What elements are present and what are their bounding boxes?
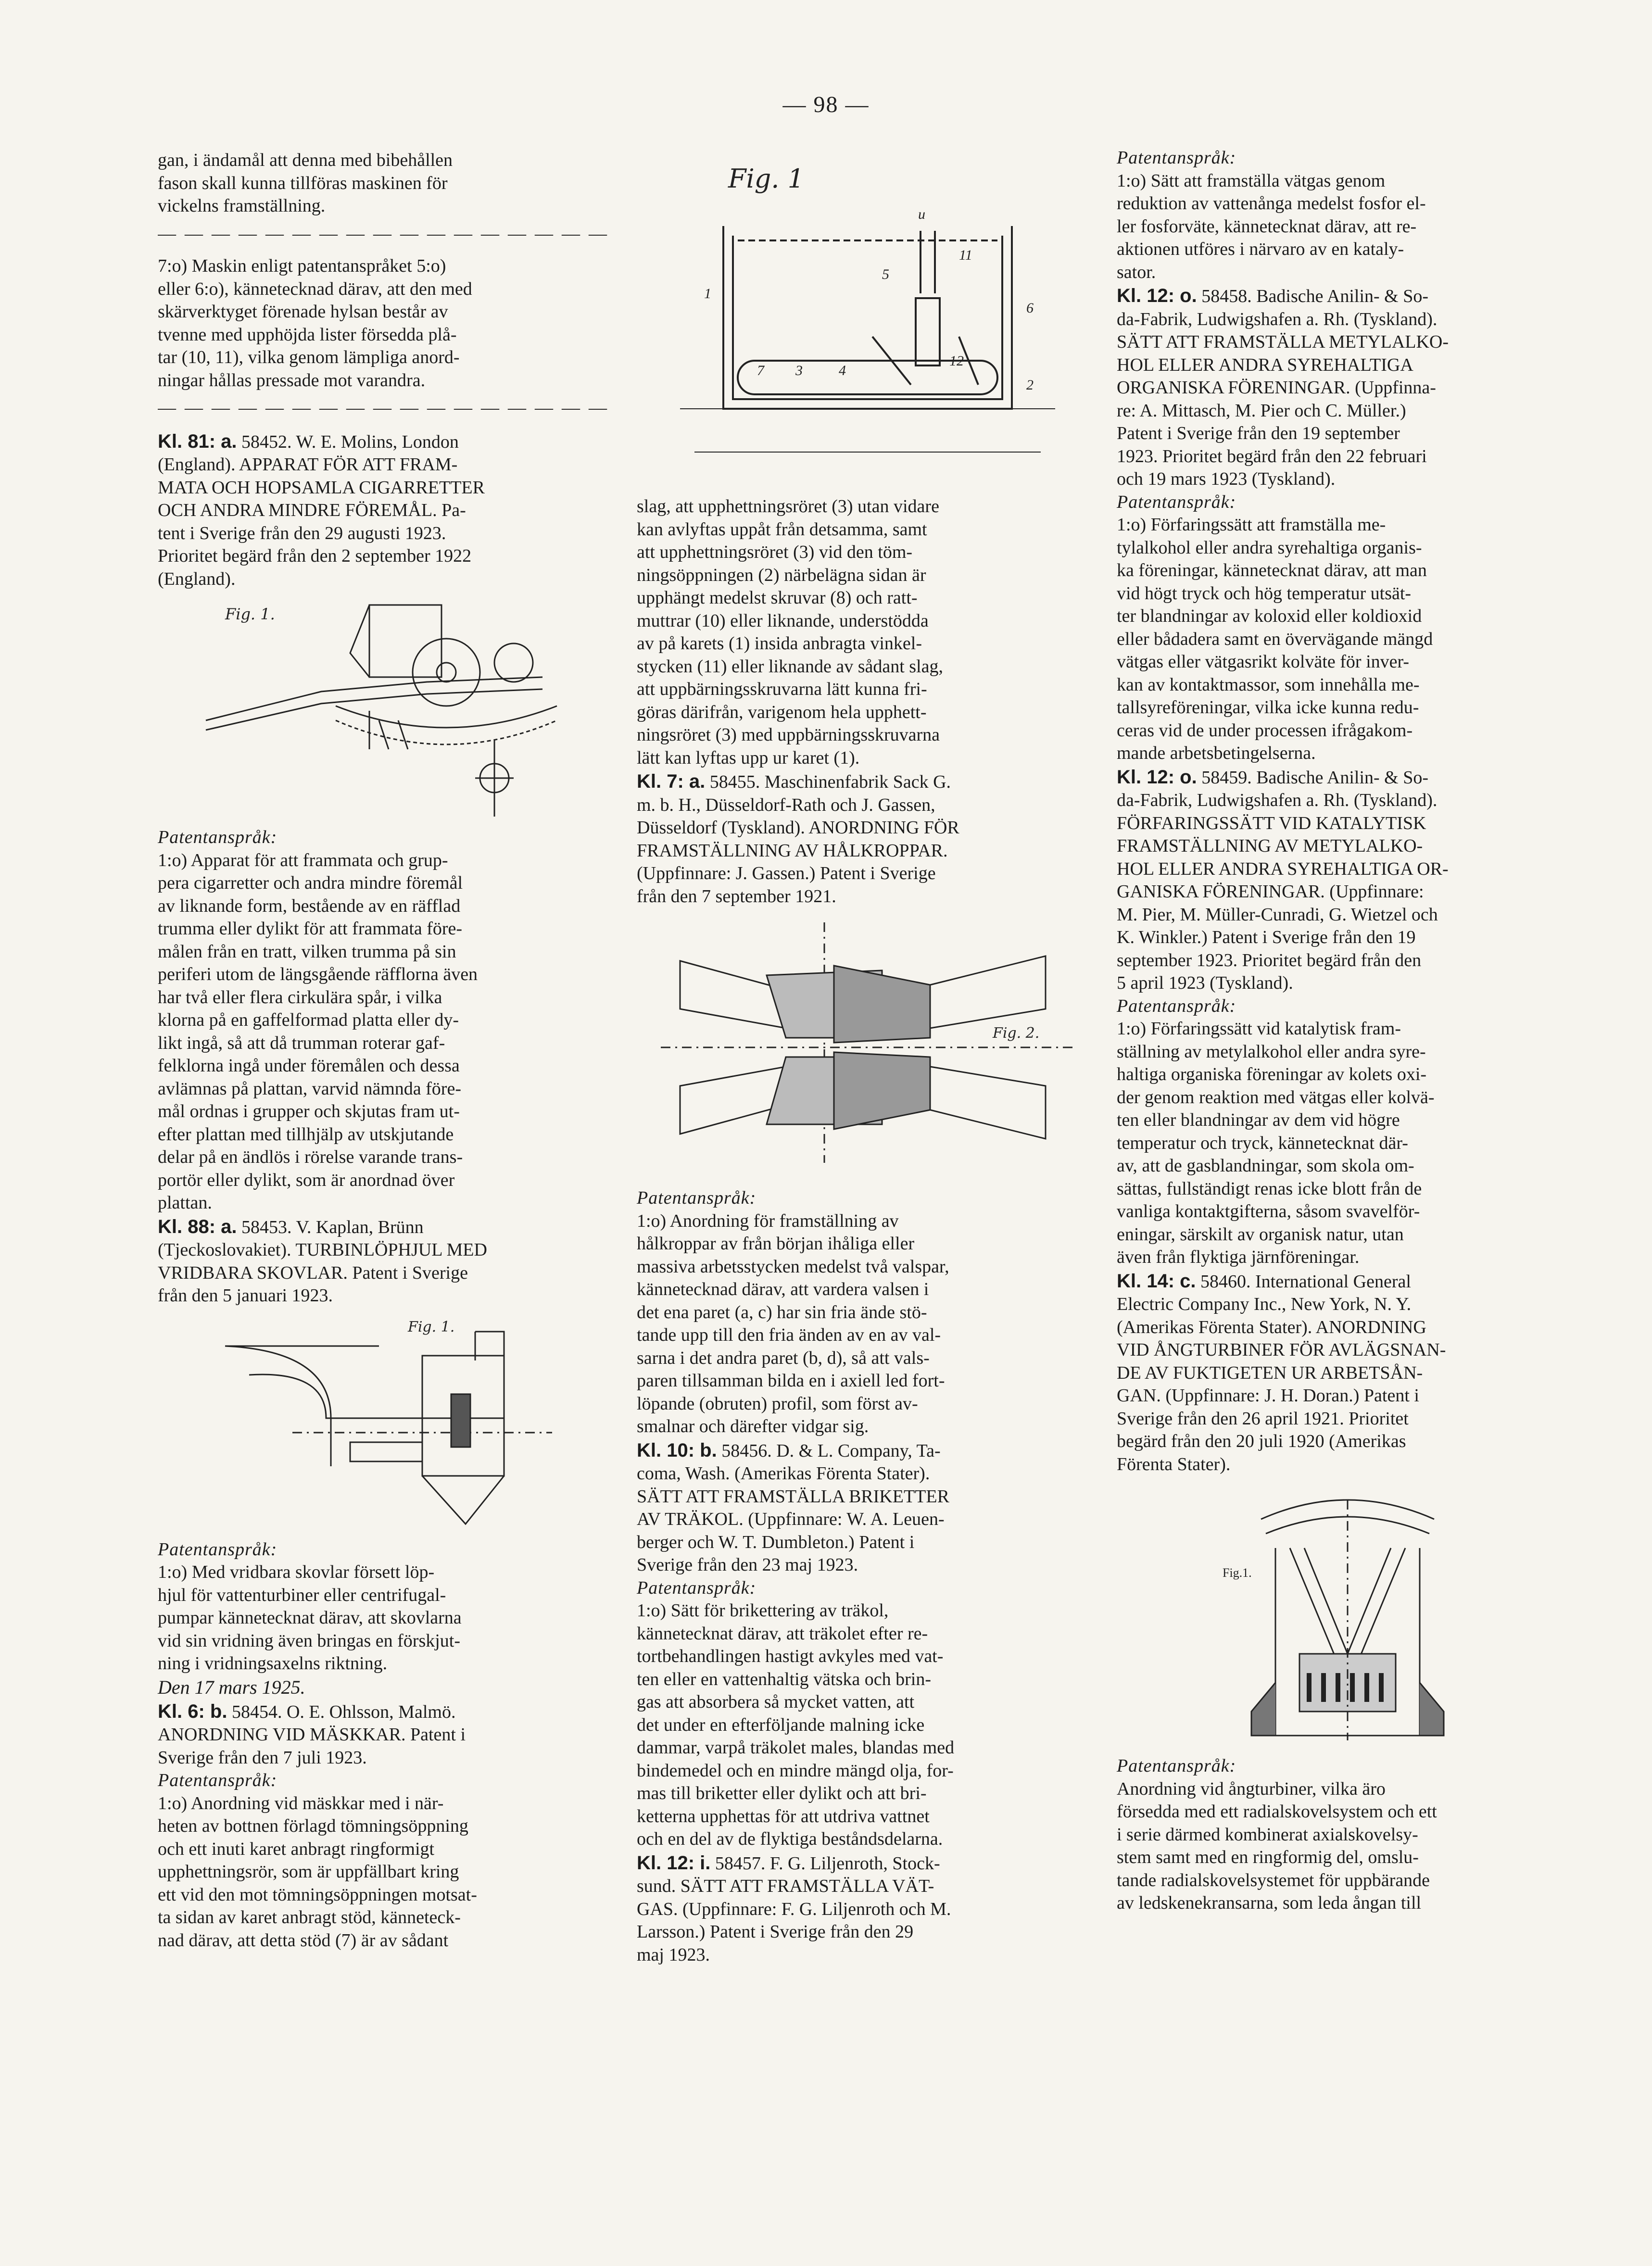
svg-text:7: 7 bbox=[757, 363, 764, 378]
claim-text: 1:o) Sätt att framställa vätgas genom reduktion av vattenånga medelst fosfor el- ler fosforväte, kännetecknat därav, att re- aktionen utföres i närvaro av en kataly- sator. bbox=[1117, 170, 1426, 282]
claim-text: 1:o) Anordning för framställning av hålkroppar av från början ihåliga eller massiva arbetsstycken medelst två valspar, kännetecknad därav, att vardera valsen i det ena paret (a, c) har sin fria ände stö- tande upp till den fria änden av en av val- sarna i det andra paret (b, d), så att vals- paren tillsamman bilda en i axiell led fort- löpande (obruten) profil, som först av- smalnar och därefter vidgar sig. bbox=[637, 1210, 949, 1436]
figure-rolling-mill bbox=[661, 913, 1074, 1182]
svg-text:3: 3 bbox=[795, 363, 803, 378]
patent-claims-heading: Patentanspråk: bbox=[1117, 995, 1236, 1016]
entry-text: 58453. V. Kaplan, Brünn (Tjeckoslovakiet). TURBINLÖPHJUL MED VRIDBARA SKOVLAR. Patent i Sverige från den 5 januari 1923. bbox=[158, 1217, 487, 1306]
claim-text: 1:o) Med vridbara skovlar försett löp- hjul för vattenturbiner eller centrifugal- pumpar kännetecknat därav, att skovlarna vid sin vridning även bringas en förskjut- ning i vridningsaxelns riktning. bbox=[158, 1562, 462, 1674]
figure-mash-tun bbox=[680, 154, 1055, 491]
patent-entry-58454 bbox=[158, 1700, 619, 1770]
patent-entry-58452 bbox=[158, 429, 619, 591]
patent-claims-heading: Patentanspråk: bbox=[1117, 1756, 1236, 1776]
svg-text:6: 6 bbox=[1026, 300, 1034, 316]
column-middle bbox=[637, 149, 1098, 1966]
patent-entry-58460 bbox=[1117, 1269, 1578, 1476]
claim-text: 1:o) Apparat för att frammata och grup- pera cigarretter och andra mindre föremål av liknande form, bestående av en räfflad trumma eller dylikt för att frammata före- målen från en tratt, vilken trumma på sin periferi utom de längsgående räfflorna även har två eller flera cirkulära spår, i vilka klorna på en gaffelformad platta eller dy- likt ingå, så att då trumman roterar gaf- felklorna ingå under föremålen och dessa avlämnas på plattan, varvid nämnda före- mål ordnas i grupper och skjutas fram ut- efter plattan med tillhjälp av utskjutande delar på en ändlös i rörelse varande trans- portör eller dylikt, som är anordnad över plattan. bbox=[158, 850, 478, 1213]
class-label: Kl. 81: a. bbox=[158, 430, 237, 452]
claim-text: 1:o) Sätt för brikettering av träkol, kännetecknat därav, att träkolet efter re- tortbehandlingen hastigt avkyles med vat- ten eller en vattenhaltig vätska och brin- gas att absorbera så mycket vatten, att det under en efterföljande malning icke dammar, varpå träkolet males, blandas med bindemedel och en mindre mängd olja, for- mas till briketter eller dylikt och att bri- ketterna upphettas för att utdriva vattnet och en del av de flyktiga beståndsdelarna. bbox=[637, 1600, 955, 1849]
entry-text: 58457. F. G. Liljenroth, Stock- sund. SÄTT ATT FRAMSTÄLLA VÄT- GAS. (Uppfinnare: F. G. Liljenroth och M. Larsson.) Patent i Sverige från den 29 maj 1923. bbox=[637, 1853, 951, 1965]
svg-text:12: 12 bbox=[949, 353, 964, 369]
svg-text:4: 4 bbox=[839, 363, 846, 378]
patent-entry-58458 bbox=[1117, 284, 1578, 491]
continued-text: slag, att upphettningsröret (3) utan vidare kan avlyftas uppåt från detsamma, samt att upphettningsröret (3) vid den töm- ningsöppningen (2) närbelägna sidan är upphängt medelst skruvar (8) och ratt- muttrar (10) eller liknande, understödda av på karets (1) insida anbragta vinkel- stycken (11) eller liknande av sådant slag, att uppbärningsskruvarna lätt kunna fri- göras därifrån, varigenom hela upphett- ningsröret (3) med uppbärningsskruvarna lätt kan lyftas upp ur karet (1). bbox=[637, 496, 943, 768]
figure-label: Fig. 1. bbox=[225, 605, 275, 623]
entry-text: 58454. O. E. Ohlsson, Malmö. ANORDNING VID MÄSKKAR. Patent i Sverige från den 7 juli 1923. bbox=[158, 1701, 466, 1768]
entry-text: 58460. International General Electric Company Inc., New York, N. Y. (Amerikas Förenta Stater). ANORDNING VID ÅNGTURBINER FÖR AVLÄGSNAN- DE AV FUKTIGETEN UR ARBETSÅN- GAN. (Uppfinnare: J. H. Doran.) Patent i Sverige från den 26 april 1921. Prioritet begärd från den 20 juli 1920 (Amerikas Förenta Stater). bbox=[1117, 1271, 1446, 1474]
figure-turbine-wheel bbox=[206, 1312, 571, 1534]
patent-claims-heading: Patentanspråk: bbox=[637, 1188, 757, 1208]
patent-claims-heading: Patentanspråk: bbox=[158, 827, 277, 847]
svg-text:1: 1 bbox=[704, 286, 711, 302]
patent-claims-heading: Patentanspråk: bbox=[158, 1770, 277, 1790]
svg-text:11: 11 bbox=[959, 247, 972, 263]
date-heading: Den 17 mars 1925. bbox=[158, 1676, 305, 1698]
page-number: — 98 — bbox=[782, 92, 870, 117]
patent-entry-58457 bbox=[637, 1851, 1098, 1967]
class-label: Kl. 6: b. bbox=[158, 1700, 227, 1722]
patent-claims-heading: Patentanspråk: bbox=[637, 1577, 757, 1598]
patent-entry-58455 bbox=[637, 769, 1098, 908]
separator-dashes: ————————————————— bbox=[158, 223, 616, 244]
figure-steam-turbine bbox=[1203, 1481, 1492, 1750]
entry-text: 58452. W. E. Molins, London (England). APPARAT FÖR ATT FRAM- MATA OCH HOPSAMLA CIGARRETTER OCH ANDRA MINDRE FÖREMÅL. Pa- tent i Sverige från den 29 augusti 1923. Prioritet begärd från den 2 september 1922 (England). bbox=[158, 431, 485, 589]
entry-text: 58455. Maschinenfabrik Sack G. m. b. H., Düsseldorf-Rath och J. Gassen, Düsseldorf (Tyskland). ANORDNING FÖR FRAMSTÄLLNING AV HÅLKROPPAR. (Uppfinnare: J. Gassen.) Patent i Sverige från den 7 september 1921. bbox=[637, 772, 959, 906]
column-right bbox=[1117, 147, 1578, 1915]
class-label: Kl. 12: o. bbox=[1117, 766, 1197, 788]
figure-label: Fig. 1. bbox=[408, 1318, 455, 1335]
separator-dashes: ————————————————— bbox=[158, 398, 616, 418]
entry-text: 58456. D. & L. Company, Ta- coma, Wash. (Amerikas Förenta Stater). SÄTT ATT FRAMSTÄLLA BRIKETTER AV TRÄKOL. (Uppfinnare: W. A. Leuen- berger och W. T. Dumbleton.) Patent i Sverige från den 23 maj 1923. bbox=[637, 1440, 949, 1575]
patent-entry-58453 bbox=[158, 1215, 619, 1308]
class-label: Kl. 10: b. bbox=[637, 1439, 717, 1461]
column-left bbox=[158, 149, 619, 1952]
claim-text: 1:o) Förfaringssätt vid katalytisk fram- ställning av metylalkohol eller andra syre- haltiga organiska föreningar av kolets oxi- der genom reaktion med vätgas eller kolvä- ten eller blandningar av dem vid högre temperatur och tryck, kännetecknat där- av, att de gasblandningar, som skola om- sättas, fullständigt renas icke blott från de vanliga kontaktgifterna, såsom svavelför- eningar, särskilt av organisk natur, utan även från flyktiga järnföreningar. bbox=[1117, 1019, 1435, 1267]
svg-text:u: u bbox=[918, 206, 925, 222]
patent-entry-58456 bbox=[637, 1438, 1098, 1577]
class-label: Kl. 14: c. bbox=[1117, 1270, 1196, 1292]
figure-cigarette-apparatus bbox=[177, 595, 600, 821]
figure-label: Fig. 2. bbox=[993, 1025, 1040, 1042]
continued-text: gan, i ändamål att denna med bibehållen fason skall kunna tillföras maskinen för vickelns framställning. bbox=[158, 150, 453, 216]
patent-entry-58459 bbox=[1117, 765, 1578, 995]
entry-text: 58458. Badische Anilin- & So- da-Fabrik, Ludwigshafen a. Rh. (Tyskland). SÄTT ATT FRAMSTÄLLA METYLALKO- HOL ELLER ANDRA SYREHALTIGA ORGANISKA FÖRENINGAR. (Uppfinna- re: A. Mittasch, M. Pier och C. Müller.) Patent i Sverige från den 19 september 1923. Prioritet begärd från den 22 februari och 19 mars 1923 (Tyskland). bbox=[1117, 286, 1449, 489]
claim-text: 1:o) Förfaringssätt att framställa me- tylalkohol eller andra syrehaltiga organis- ka föreningar, kännetecknat därav, att man vid högt tryck och hög temperatur utsät- ter blandningar av koloxid eller koldioxid eller bådadera samt en övervägande mängd vätgas eller vätgasrikt kolväte för inver- kan av kontaktmassor, som innehålla me- tallsyreföreningar, vilka icke kunna redu- ceras vid de under processen ifrågakom- mande arbetsbetingelserna. bbox=[1117, 515, 1433, 763]
claim-text: 1:o) Anordning vid mäskkar med i när- heten av bottnen förlagd tömningsöppning och ett inuti karet anbragt ringformigt upphettningsrör, som är uppfällbart kring ett vid den mot tömningsöppningen motsat- ta sidan av karet anbragt stöd, känneteck- nad därav, att detta stöd (7) är av sådant bbox=[158, 1793, 477, 1951]
svg-text:5: 5 bbox=[882, 266, 889, 282]
entry-text: 58459. Badische Anilin- & So- da-Fabrik, Ludwigshafen a. Rh. (Tyskland). FÖRFARINGSSÄTT VID KATALYTISK FRAMSTÄLLNING AV METYLALKO- HOL ELLER ANDRA SYREHALTIGA OR- GANISKA FÖRENINGAR. (Uppfinnare: M. Pier, M. Müller-Cunradi, G. Wietzel och K. Winkler.) Patent i Sverige från den 19 september 1923. Prioritet begärd från den 5 april 1923 (Tyskland). bbox=[1117, 767, 1449, 993]
class-label: Kl. 88: a. bbox=[158, 1216, 237, 1237]
patent-claims-heading: Patentanspråk: bbox=[158, 1539, 277, 1560]
claim-text: Anordning vid ångturbiner, vilka äro försedda med ett radialskovelsystem och ett i serie därmed kombinerat axialskovelsy- stem samt med en ringformig del, omslu- tande radialskovelsystemet för uppbärande av ledskenekransarna, som leda ångan till bbox=[1117, 1778, 1437, 1913]
claim-7: 7:o) Maskin enligt patentanspråket 5:o) eller 6:o), kännetecknad därav, att den med skärverktyget förenade hylsan består av tvenne med upphöjda lister försedda plå- tar (10, 11), vilka genom lämpliga anord- ningar hållas pressade mot varandra. bbox=[158, 256, 472, 390]
svg-text:2: 2 bbox=[1026, 377, 1034, 393]
figure-label: Fig. 1 bbox=[728, 164, 804, 194]
patent-claims-heading: Patentanspråk: bbox=[1117, 491, 1236, 512]
class-label: Kl. 7: a. bbox=[637, 771, 706, 792]
figure-label: Fig.1. bbox=[1223, 1566, 1252, 1580]
patent-claims-heading: Patentanspråk: bbox=[1117, 148, 1236, 168]
class-label: Kl. 12: i. bbox=[637, 1852, 711, 1874]
class-label: Kl. 12: o. bbox=[1117, 285, 1197, 306]
